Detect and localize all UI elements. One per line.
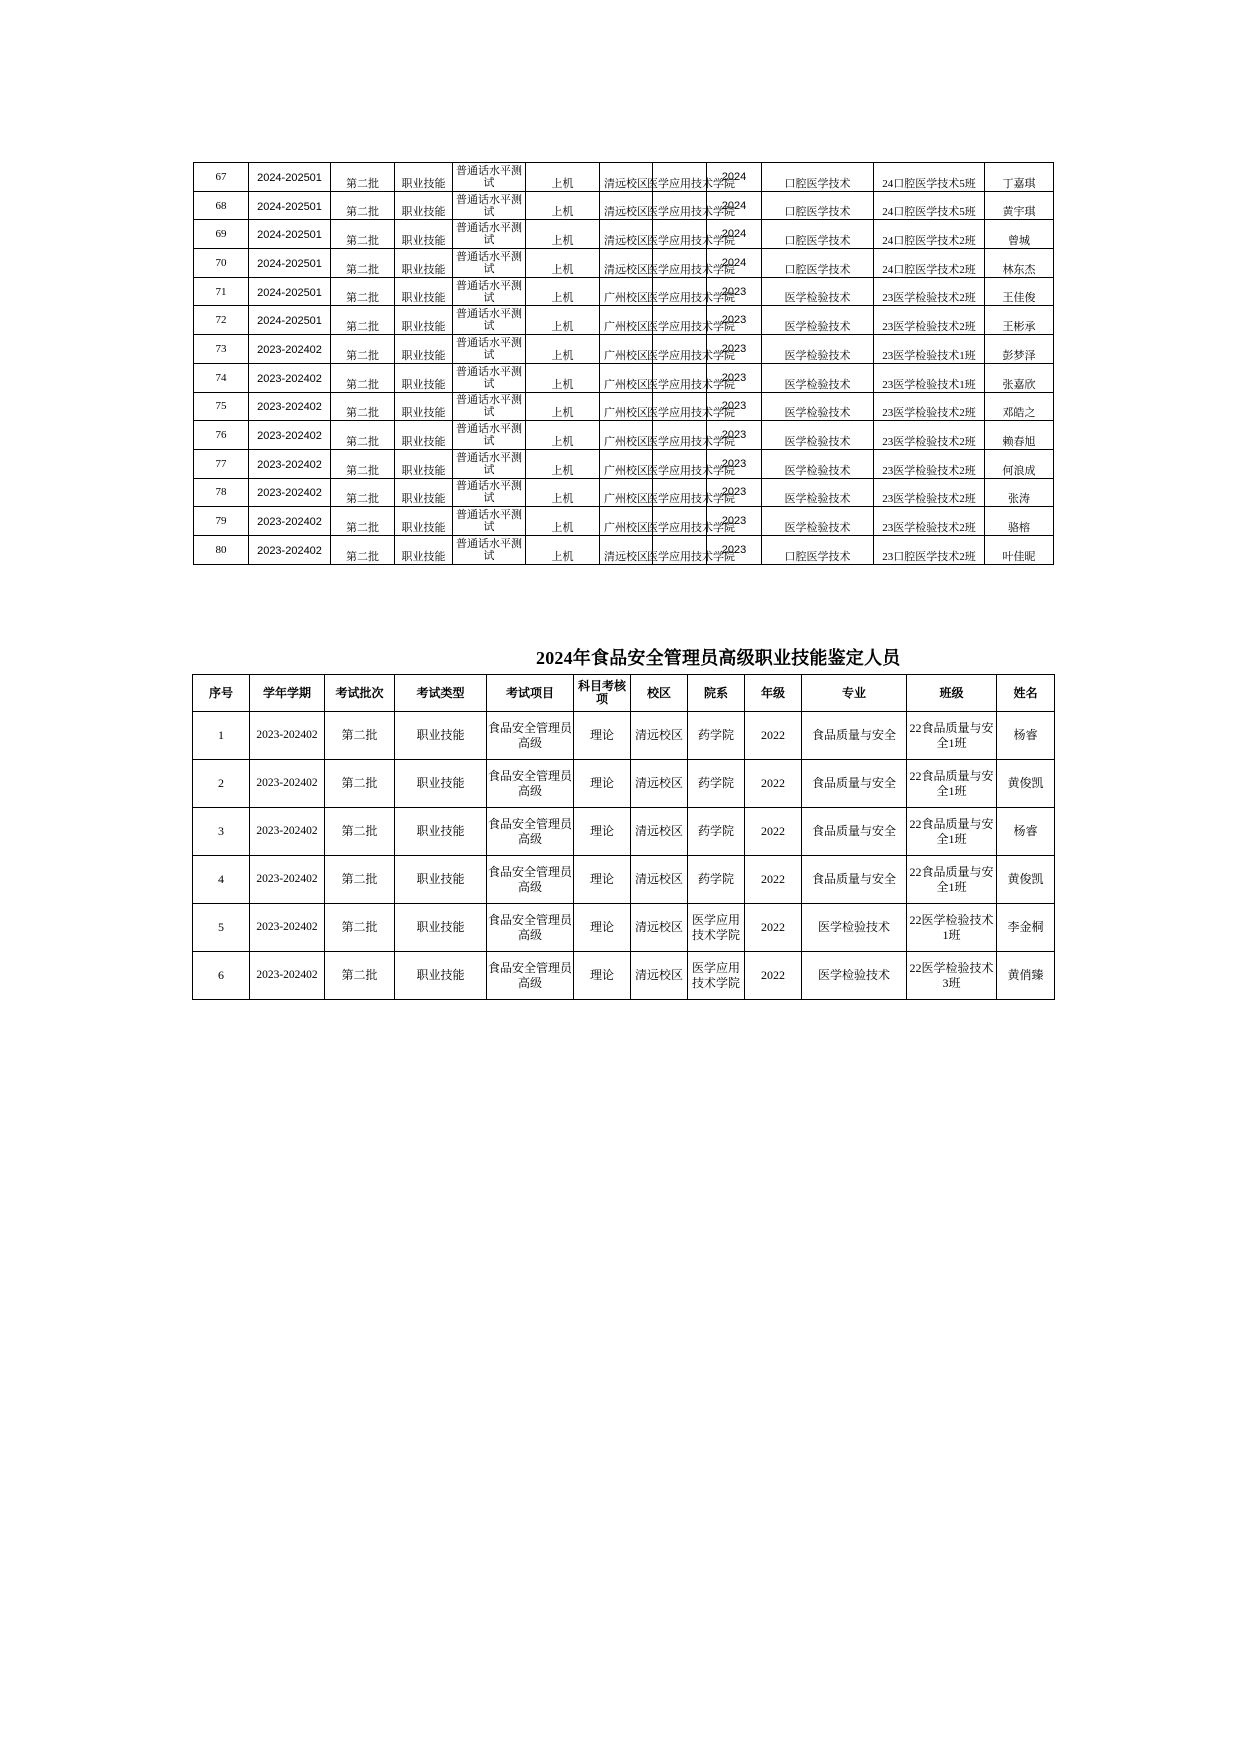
name-cell: 杨睿 <box>997 808 1055 856</box>
class-cell: 23医学检验技术2班 <box>874 306 985 335</box>
table-row <box>194 335 1054 364</box>
mode-cell: 上机 <box>526 335 600 364</box>
type-cell: 职业技能 <box>395 363 453 392</box>
name-cell: 黄俊凯 <box>997 760 1055 808</box>
class-cell: 23医学检验技术1班 <box>874 363 985 392</box>
type-cell: 职业技能 <box>395 808 487 856</box>
item-cell: 普通话水平测试 <box>453 421 526 450</box>
table-row <box>194 392 1054 421</box>
column-header: 年级 <box>745 675 802 712</box>
grade-cell: 2023 <box>707 478 762 507</box>
mode-cell: 上机 <box>526 535 600 564</box>
class-cell: 22医学检验技术1班 <box>907 904 997 952</box>
table-row <box>193 904 1055 952</box>
major-cell: 食品质量与安全 <box>802 760 907 808</box>
item-cell: 普通话水平测试 <box>453 335 526 364</box>
type-cell: 职业技能 <box>395 952 487 1000</box>
type-cell: 职业技能 <box>395 904 487 952</box>
major-cell: 医学检验技术 <box>762 277 874 306</box>
batch-cell: 第二批 <box>325 904 395 952</box>
batch-cell: 第二批 <box>331 277 395 306</box>
seq-cell: 5 <box>193 904 250 952</box>
college-cell: 医学应用技术学院 <box>688 904 745 952</box>
item-cell: 普通话水平测试 <box>453 363 526 392</box>
term-cell: 2023-202402 <box>250 904 325 952</box>
term-cell: 2024-202501 <box>249 306 331 335</box>
term-cell: 2023-202402 <box>249 363 331 392</box>
term-cell: 2023-202402 <box>250 712 325 760</box>
name-cell: 李金桐 <box>997 904 1055 952</box>
item-cell: 食品安全管理员高级 <box>487 760 574 808</box>
subject-cell: 理论 <box>574 952 631 1000</box>
item-cell: 普通话水平测试 <box>453 191 526 220</box>
seq-cell: 76 <box>194 421 249 450</box>
grade-cell: 2023 <box>707 306 762 335</box>
name-cell: 张涛 <box>985 478 1054 507</box>
name-cell: 黄宇琪 <box>985 191 1054 220</box>
major-cell: 口腔医学技术 <box>762 191 874 220</box>
seq-cell: 71 <box>194 277 249 306</box>
batch-cell: 第二批 <box>325 856 395 904</box>
type-cell: 职业技能 <box>395 507 453 536</box>
class-cell: 22食品质量与安全1班 <box>907 808 997 856</box>
table-title: 2024年食品安全管理员高级职业技能鉴定人员 <box>536 648 901 668</box>
mode-cell: 上机 <box>526 191 600 220</box>
campus-cell: 清远校区 <box>631 952 688 1000</box>
class-cell: 23医学检验技术1班 <box>874 335 985 364</box>
campus-cell: 清远校区 <box>631 856 688 904</box>
college-cell: 医学应用技术学院 <box>653 421 707 450</box>
table-row <box>194 163 1054 192</box>
column-header: 序号 <box>193 675 250 712</box>
seq-cell: 73 <box>194 335 249 364</box>
food-safety-manager-table <box>192 674 1055 1000</box>
column-header: 考试批次 <box>325 675 395 712</box>
item-cell: 普通话水平测试 <box>453 392 526 421</box>
name-cell: 黄俏臻 <box>997 952 1055 1000</box>
item-cell: 食品安全管理员高级 <box>487 952 574 1000</box>
item-cell: 食品安全管理员高级 <box>487 712 574 760</box>
table-row <box>193 952 1055 1000</box>
college-cell: 医学应用技术学院 <box>653 449 707 478</box>
seq-cell: 75 <box>194 392 249 421</box>
batch-cell: 第二批 <box>331 191 395 220</box>
batch-cell: 第二批 <box>331 421 395 450</box>
table-row <box>194 449 1054 478</box>
seq-cell: 69 <box>194 220 249 249</box>
term-cell: 2023-202402 <box>249 507 331 536</box>
name-cell: 邓皓之 <box>985 392 1054 421</box>
term-cell: 2024-202501 <box>249 277 331 306</box>
grade-cell: 2024 <box>707 249 762 278</box>
term-cell: 2023-202402 <box>249 421 331 450</box>
type-cell: 职业技能 <box>395 191 453 220</box>
name-cell: 黄俊凯 <box>997 856 1055 904</box>
term-cell: 2024-202501 <box>249 163 331 192</box>
major-cell: 医学检验技术 <box>762 335 874 364</box>
campus-cell: 广州校区 <box>600 449 653 478</box>
item-cell: 普通话水平测试 <box>453 449 526 478</box>
table-row <box>194 478 1054 507</box>
college-cell: 医学应用技术学院 <box>653 507 707 536</box>
type-cell: 职业技能 <box>395 478 453 507</box>
batch-cell: 第二批 <box>331 449 395 478</box>
campus-cell: 清远校区 <box>600 535 653 564</box>
college-cell: 医学应用技术学院 <box>653 535 707 564</box>
campus-cell: 清远校区 <box>631 760 688 808</box>
class-cell: 24口腔医学技术2班 <box>874 220 985 249</box>
major-cell: 医学检验技术 <box>762 449 874 478</box>
class-cell: 22食品质量与安全1班 <box>907 760 997 808</box>
seq-cell: 4 <box>193 856 250 904</box>
campus-cell: 广州校区 <box>600 335 653 364</box>
class-cell: 22医学检验技术3班 <box>907 952 997 1000</box>
batch-cell: 第二批 <box>325 712 395 760</box>
grade-cell: 2023 <box>707 335 762 364</box>
batch-cell: 第二批 <box>325 760 395 808</box>
college-cell: 药学院 <box>688 712 745 760</box>
college-cell: 医学应用技术学院 <box>653 392 707 421</box>
mode-cell: 上机 <box>526 421 600 450</box>
subject-cell: 理论 <box>574 904 631 952</box>
column-header: 专业 <box>802 675 907 712</box>
grade-cell: 2024 <box>707 163 762 192</box>
college-cell: 医学应用技术学院 <box>653 277 707 306</box>
seq-cell: 80 <box>194 535 249 564</box>
name-cell: 林东杰 <box>985 249 1054 278</box>
college-cell: 医学应用技术学院 <box>653 363 707 392</box>
class-cell: 24口腔医学技术5班 <box>874 191 985 220</box>
subject-cell: 理论 <box>574 760 631 808</box>
major-cell: 医学检验技术 <box>762 507 874 536</box>
term-cell: 2024-202501 <box>249 249 331 278</box>
type-cell: 职业技能 <box>395 449 453 478</box>
grade-cell: 2022 <box>745 712 802 760</box>
item-cell: 食品安全管理员高级 <box>487 808 574 856</box>
type-cell: 职业技能 <box>395 392 453 421</box>
item-cell: 普通话水平测试 <box>453 478 526 507</box>
major-cell: 医学检验技术 <box>802 904 907 952</box>
major-cell: 口腔医学技术 <box>762 163 874 192</box>
campus-cell: 广州校区 <box>600 306 653 335</box>
name-cell: 王佳俊 <box>985 277 1054 306</box>
college-cell: 医学应用技术学院 <box>653 249 707 278</box>
seq-cell: 2 <box>193 760 250 808</box>
item-cell: 普通话水平测试 <box>453 535 526 564</box>
batch-cell: 第二批 <box>331 478 395 507</box>
major-cell: 医学检验技术 <box>762 363 874 392</box>
class-cell: 23医学检验技术2班 <box>874 392 985 421</box>
item-cell: 食品安全管理员高级 <box>487 904 574 952</box>
college-cell: 医学应用技术学院 <box>653 220 707 249</box>
campus-cell: 广州校区 <box>600 421 653 450</box>
class-cell: 23口腔医学技术2班 <box>874 535 985 564</box>
type-cell: 职业技能 <box>395 421 453 450</box>
batch-cell: 第二批 <box>325 808 395 856</box>
term-cell: 2023-202402 <box>250 808 325 856</box>
mode-cell: 上机 <box>526 163 600 192</box>
mode-cell: 上机 <box>526 449 600 478</box>
name-cell: 叶佳昵 <box>985 535 1054 564</box>
name-cell: 骆榕 <box>985 507 1054 536</box>
item-cell: 普通话水平测试 <box>453 249 526 278</box>
grade-cell: 2024 <box>707 191 762 220</box>
mode-cell: 上机 <box>526 249 600 278</box>
type-cell: 职业技能 <box>395 277 453 306</box>
grade-cell: 2022 <box>745 808 802 856</box>
subject-cell: 理论 <box>574 856 631 904</box>
class-cell: 24口腔医学技术5班 <box>874 163 985 192</box>
seq-cell: 68 <box>194 191 249 220</box>
type-cell: 职业技能 <box>395 249 453 278</box>
seq-cell: 67 <box>194 163 249 192</box>
campus-cell: 广州校区 <box>600 507 653 536</box>
campus-cell: 清远校区 <box>600 163 653 192</box>
major-cell: 口腔医学技术 <box>762 535 874 564</box>
college-cell: 药学院 <box>688 808 745 856</box>
seq-cell: 6 <box>193 952 250 1000</box>
table-row <box>194 507 1054 536</box>
name-cell: 何浪成 <box>985 449 1054 478</box>
type-cell: 职业技能 <box>395 712 487 760</box>
mode-cell: 上机 <box>526 220 600 249</box>
column-header: 科目考核项 <box>574 675 631 712</box>
name-cell: 张嘉欣 <box>985 363 1054 392</box>
seq-cell: 78 <box>194 478 249 507</box>
item-cell: 普通话水平测试 <box>453 163 526 192</box>
column-header: 班级 <box>907 675 997 712</box>
college-cell: 医学应用技术学院 <box>653 478 707 507</box>
batch-cell: 第二批 <box>331 363 395 392</box>
column-header: 考试项目 <box>487 675 574 712</box>
grade-cell: 2022 <box>745 952 802 1000</box>
table-row <box>194 535 1054 564</box>
name-cell: 彭梦泽 <box>985 335 1054 364</box>
subject-cell: 理论 <box>574 808 631 856</box>
class-cell: 23医学检验技术2班 <box>874 507 985 536</box>
campus-cell: 清远校区 <box>600 191 653 220</box>
batch-cell: 第二批 <box>331 535 395 564</box>
mode-cell: 上机 <box>526 507 600 536</box>
grade-cell: 2023 <box>707 535 762 564</box>
campus-cell: 清远校区 <box>600 220 653 249</box>
type-cell: 职业技能 <box>395 220 453 249</box>
major-cell: 医学检验技术 <box>762 421 874 450</box>
skill-test-table-continued <box>193 162 1054 565</box>
table-row <box>193 808 1055 856</box>
campus-cell: 广州校区 <box>600 392 653 421</box>
type-cell: 职业技能 <box>395 163 453 192</box>
seq-cell: 79 <box>194 507 249 536</box>
term-cell: 2023-202402 <box>250 856 325 904</box>
college-cell: 医学应用技术学院 <box>653 306 707 335</box>
grade-cell: 2023 <box>707 277 762 306</box>
college-cell: 医学应用技术学院 <box>653 191 707 220</box>
campus-cell: 清远校区 <box>600 249 653 278</box>
term-cell: 2023-202402 <box>249 335 331 364</box>
batch-cell: 第二批 <box>331 335 395 364</box>
table-row <box>194 277 1054 306</box>
college-cell: 药学院 <box>688 856 745 904</box>
column-header: 学年学期 <box>250 675 325 712</box>
college-cell: 医学应用技术学院 <box>653 335 707 364</box>
grade-cell: 2023 <box>707 392 762 421</box>
grade-cell: 2023 <box>707 421 762 450</box>
column-header: 校区 <box>631 675 688 712</box>
campus-cell: 广州校区 <box>600 478 653 507</box>
term-cell: 2024-202501 <box>249 191 331 220</box>
major-cell: 医学检验技术 <box>762 478 874 507</box>
table-row <box>194 249 1054 278</box>
class-cell: 24口腔医学技术2班 <box>874 249 985 278</box>
name-cell: 丁嘉琪 <box>985 163 1054 192</box>
table-row <box>194 220 1054 249</box>
grade-cell: 2022 <box>745 856 802 904</box>
grade-cell: 2022 <box>745 904 802 952</box>
name-cell: 曾城 <box>985 220 1054 249</box>
campus-cell: 广州校区 <box>600 363 653 392</box>
type-cell: 职业技能 <box>395 760 487 808</box>
college-cell: 医学应用技术学院 <box>653 163 707 192</box>
class-cell: 23医学检验技术2班 <box>874 478 985 507</box>
column-header: 姓名 <box>997 675 1055 712</box>
type-cell: 职业技能 <box>395 856 487 904</box>
major-cell: 食品质量与安全 <box>802 712 907 760</box>
grade-cell: 2022 <box>745 760 802 808</box>
class-cell: 23医学检验技术2班 <box>874 449 985 478</box>
major-cell: 口腔医学技术 <box>762 220 874 249</box>
name-cell: 王彬承 <box>985 306 1054 335</box>
item-cell: 普通话水平测试 <box>453 277 526 306</box>
batch-cell: 第二批 <box>331 306 395 335</box>
class-cell: 22食品质量与安全1班 <box>907 712 997 760</box>
seq-cell: 72 <box>194 306 249 335</box>
seq-cell: 77 <box>194 449 249 478</box>
campus-cell: 广州校区 <box>600 277 653 306</box>
term-cell: 2023-202402 <box>249 449 331 478</box>
grade-cell: 2024 <box>707 220 762 249</box>
term-cell: 2023-202402 <box>250 760 325 808</box>
mode-cell: 上机 <box>526 363 600 392</box>
type-cell: 职业技能 <box>395 535 453 564</box>
batch-cell: 第二批 <box>331 220 395 249</box>
table-row <box>194 363 1054 392</box>
major-cell: 口腔医学技术 <box>762 249 874 278</box>
table-row <box>193 712 1055 760</box>
batch-cell: 第二批 <box>325 952 395 1000</box>
batch-cell: 第二批 <box>331 249 395 278</box>
mode-cell: 上机 <box>526 392 600 421</box>
table-row <box>193 856 1055 904</box>
column-header: 院系 <box>688 675 745 712</box>
name-cell: 杨睿 <box>997 712 1055 760</box>
campus-cell: 清远校区 <box>631 808 688 856</box>
major-cell: 医学检验技术 <box>762 306 874 335</box>
term-cell: 2023-202402 <box>249 535 331 564</box>
major-cell: 食品质量与安全 <box>802 808 907 856</box>
table-row <box>194 191 1054 220</box>
campus-cell: 清远校区 <box>631 904 688 952</box>
name-cell: 赖春旭 <box>985 421 1054 450</box>
item-cell: 食品安全管理员高级 <box>487 856 574 904</box>
item-cell: 普通话水平测试 <box>453 306 526 335</box>
class-cell: 23医学检验技术2班 <box>874 277 985 306</box>
item-cell: 普通话水平测试 <box>453 220 526 249</box>
college-cell: 医学应用技术学院 <box>688 952 745 1000</box>
college-cell: 药学院 <box>688 760 745 808</box>
seq-cell: 74 <box>194 363 249 392</box>
grade-cell: 2023 <box>707 363 762 392</box>
term-cell: 2023-202402 <box>249 478 331 507</box>
major-cell: 医学检验技术 <box>762 392 874 421</box>
class-cell: 23医学检验技术2班 <box>874 421 985 450</box>
class-cell: 22食品质量与安全1班 <box>907 856 997 904</box>
mode-cell: 上机 <box>526 478 600 507</box>
item-cell: 普通话水平测试 <box>453 507 526 536</box>
seq-cell: 70 <box>194 249 249 278</box>
term-cell: 2023-202402 <box>249 392 331 421</box>
table-row <box>194 306 1054 335</box>
batch-cell: 第二批 <box>331 507 395 536</box>
batch-cell: 第二批 <box>331 392 395 421</box>
header-row <box>193 675 1055 712</box>
type-cell: 职业技能 <box>395 335 453 364</box>
table-row <box>194 421 1054 450</box>
batch-cell: 第二批 <box>331 163 395 192</box>
campus-cell: 清远校区 <box>631 712 688 760</box>
mode-cell: 上机 <box>526 306 600 335</box>
subject-cell: 理论 <box>574 712 631 760</box>
column-header: 考试类型 <box>395 675 487 712</box>
seq-cell: 3 <box>193 808 250 856</box>
grade-cell: 2023 <box>707 449 762 478</box>
type-cell: 职业技能 <box>395 306 453 335</box>
seq-cell: 1 <box>193 712 250 760</box>
major-cell: 医学检验技术 <box>802 952 907 1000</box>
mode-cell: 上机 <box>526 277 600 306</box>
term-cell: 2023-202402 <box>250 952 325 1000</box>
table-row <box>193 760 1055 808</box>
grade-cell: 2023 <box>707 507 762 536</box>
term-cell: 2024-202501 <box>249 220 331 249</box>
major-cell: 食品质量与安全 <box>802 856 907 904</box>
